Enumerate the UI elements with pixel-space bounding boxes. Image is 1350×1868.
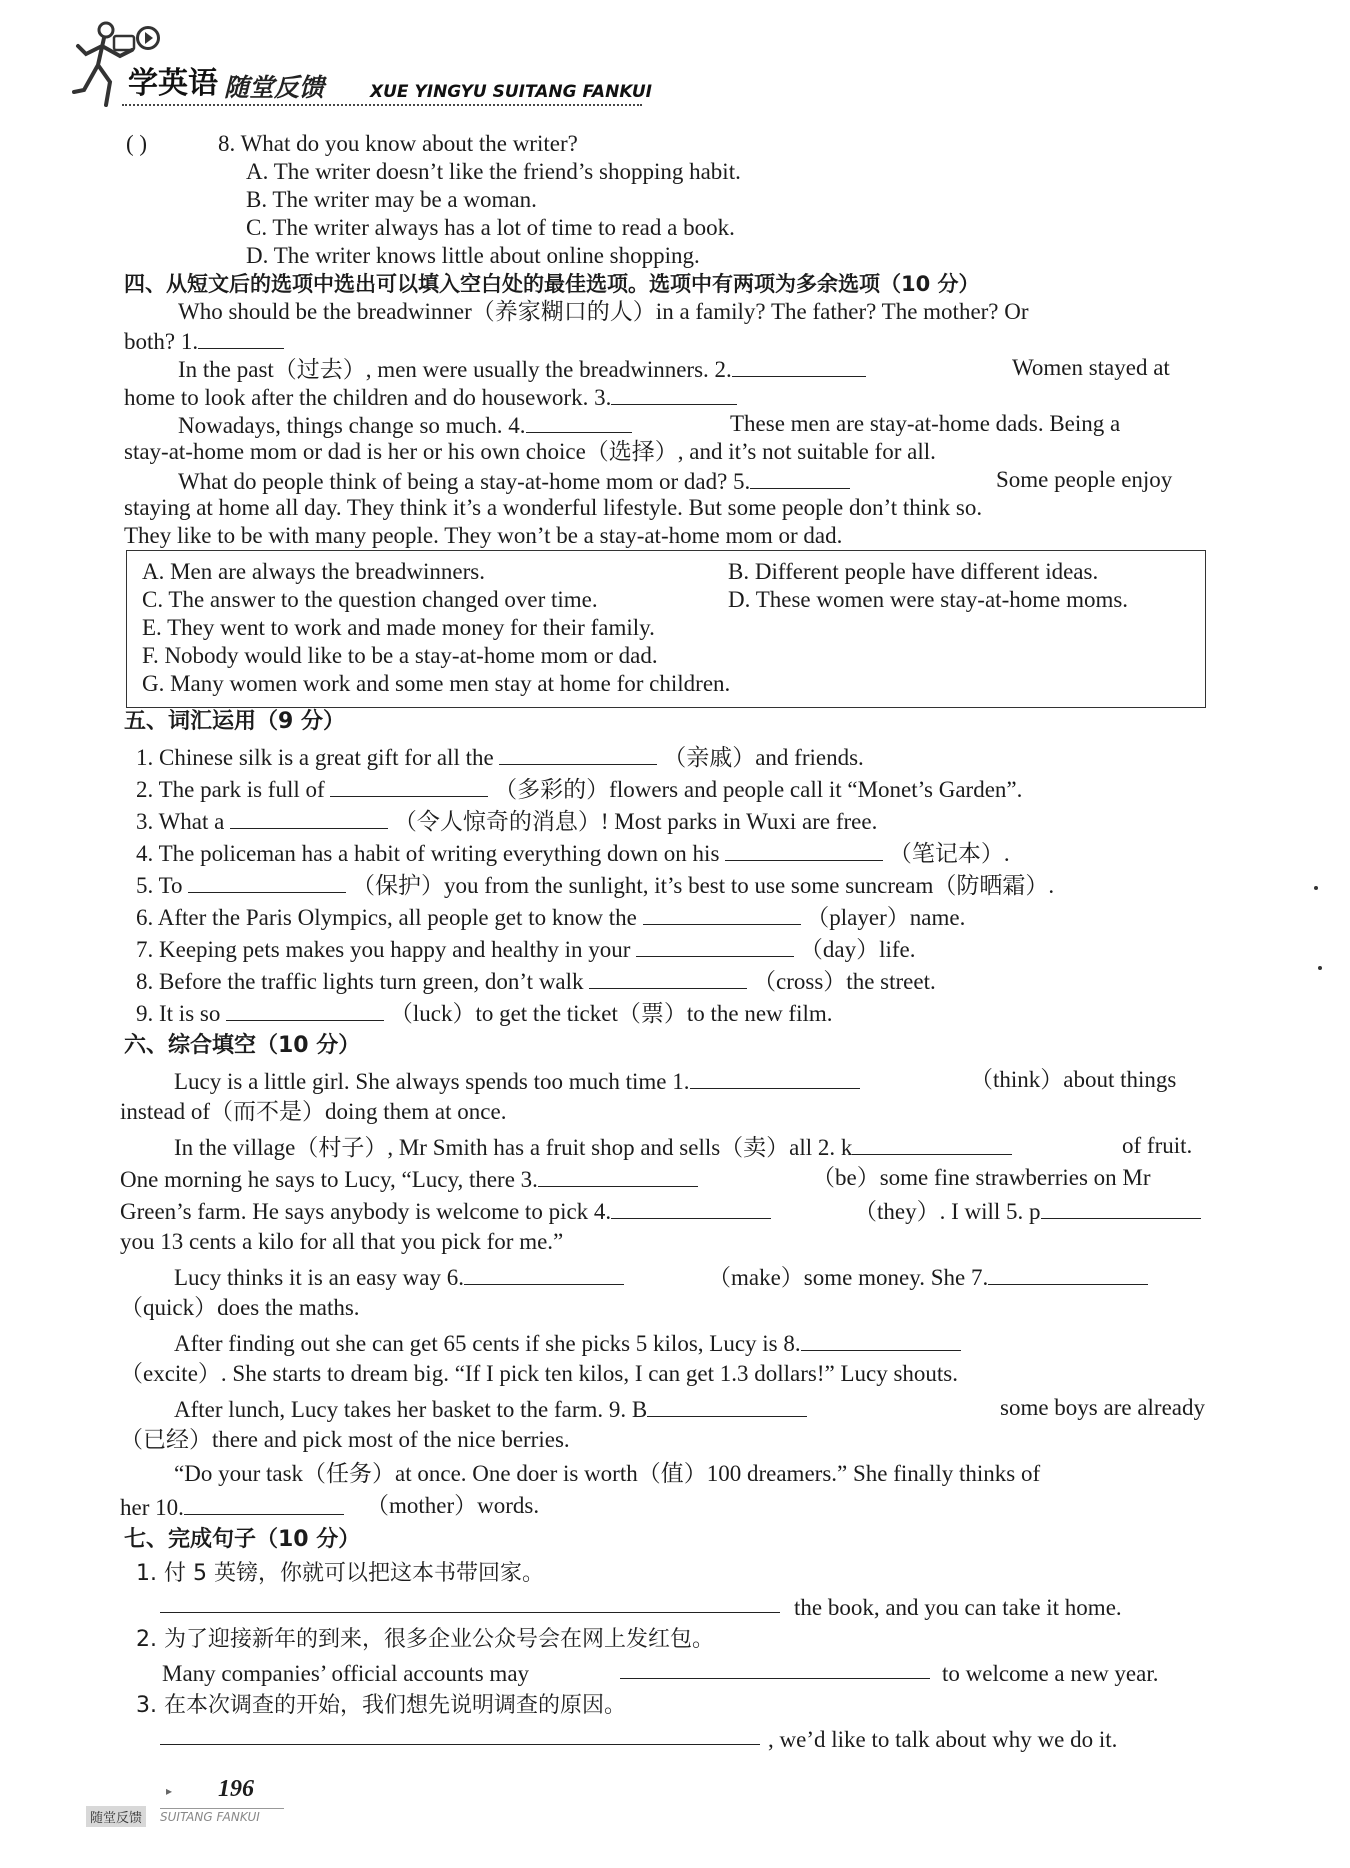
play-icon	[136, 26, 160, 50]
blank-5[interactable]	[1041, 1196, 1201, 1219]
sentence-en: to welcome a new year.	[942, 1661, 1159, 1686]
blank-2[interactable]	[852, 1132, 1012, 1155]
blank-9[interactable]	[647, 1394, 807, 1417]
cloze-line: In the village（村子）, Mr Smith has a fruit shop and sells（卖）all 2. k	[174, 1132, 1012, 1162]
margin-dot	[1314, 886, 1318, 890]
sentence-cn: 2. 为了迎接新年的到来，很多企业公众号会在网上发红包。	[136, 1627, 714, 1652]
sentence-en: the book, and you can take it home.	[794, 1595, 1122, 1620]
cloze-line: （quick）does the maths.	[120, 1295, 360, 1320]
option-c: C. The writer always has a lot of time to read a book.	[246, 215, 735, 240]
blank-9[interactable]	[226, 998, 384, 1021]
blank-7[interactable]	[636, 934, 794, 957]
option-a: A. Men are always the breadwinners.	[142, 559, 485, 584]
cloze-line: （think）about things	[970, 1067, 1177, 1092]
option-d: D. The writer knows little about online shopping.	[246, 243, 700, 268]
cloze-line: Lucy is a little girl. She always spends too much time 1.	[174, 1066, 860, 1096]
blank-5[interactable]	[188, 870, 346, 893]
vocab-item: 7. Keeping pets makes you happy and healthy in your （day）life.	[136, 934, 916, 964]
cloze-line: One morning he says to Lucy, “Lucy, there 3.	[120, 1164, 698, 1194]
passage-line: Women stayed at	[1012, 355, 1170, 380]
section-title: 六、综合填空（10 分）	[124, 1033, 361, 1058]
blank-1[interactable]	[198, 326, 284, 349]
footer-tag-cn: 随堂反馈	[86, 1806, 146, 1827]
option-d: D. These women were stay-at-home moms.	[728, 587, 1129, 612]
question-stem: 8. What do you know about the writer?	[218, 131, 578, 156]
section-title: 七、完成句子（10 分）	[124, 1527, 361, 1552]
blank-4[interactable]	[725, 838, 883, 861]
sentence-en: Many companies’ official accounts may	[162, 1661, 530, 1686]
section-title: 五、词汇运用（9 分）	[124, 709, 345, 734]
sentence-cn: 3. 在本次调查的开始，我们想先说明调查的原因。	[136, 1693, 626, 1718]
blank-1[interactable]	[690, 1066, 860, 1089]
cloze-line: （excite）. She starts to dream big. “If I pick ten kilos, I can get 1.3 dollars!” Lucy shouts.	[120, 1361, 959, 1386]
cloze-line: instead of（而不是）doing them at once.	[120, 1099, 507, 1124]
option-g: G. Many women work and some men stay at home for children.	[142, 671, 731, 696]
blank-6[interactable]	[643, 902, 801, 925]
passage-line: In the past（过去）, men were usually the breadwinners. 2.	[178, 354, 866, 384]
option-e: E. They went to work and made money for their family.	[142, 615, 655, 640]
option-b: B. Different people have different ideas.	[728, 559, 1099, 584]
vocab-item: 1. Chinese silk is a great gift for all the （亲戚）and friends.	[136, 742, 864, 772]
brand-subtitle: 随堂反馈	[224, 73, 325, 102]
option-f: F. Nobody would like to be a stay-at-home mom or dad.	[142, 643, 658, 668]
blank-5[interactable]	[750, 466, 850, 489]
option-a: A. The writer doesn’t like the friend’s shopping habit.	[246, 159, 741, 184]
blank-6[interactable]	[464, 1262, 624, 1285]
vocab-item: 4. The policeman has a habit of writing everything down on his （笔记本）.	[136, 838, 1010, 868]
cloze-line: （they）. I will 5. p	[854, 1196, 1201, 1226]
cloze-line: After finding out she can get 65 cents if she picks 5 kilos, Lucy is 8.	[174, 1328, 961, 1358]
passage-line: staying at home all day. They think it’s a wonderful lifestyle. But some people don’t think so.	[124, 495, 983, 520]
passage-line: What do people think of being a stay-at-home mom or dad? 5.	[178, 466, 850, 496]
blank-3[interactable]	[538, 1164, 698, 1187]
blank-10[interactable]	[184, 1492, 344, 1515]
vocab-item: 6. After the Paris Olympics, all people get to know the （player）name.	[136, 902, 965, 932]
blank-3[interactable]	[611, 382, 737, 405]
passage-line: They like to be with many people. They won’t be a stay-at-home mom or dad.	[124, 523, 843, 548]
blank-3[interactable]	[230, 806, 388, 829]
answer-line-1[interactable]	[160, 1590, 780, 1613]
answer-paren: ( )	[126, 131, 148, 156]
passage-line: Who should be the breadwinner（养家糊口的人）in a family? The father? The mother? Or	[178, 299, 1029, 324]
brand-pinyin: XUE YINGYU SUITANG FANKUI	[370, 82, 653, 102]
cloze-line: her 10.	[120, 1492, 344, 1522]
cloze-line: （be）some fine strawberries on Mr	[812, 1165, 1151, 1190]
vocab-item: 3. What a （令人惊奇的消息）! Most parks in Wuxi are free.	[136, 806, 877, 836]
cloze-line: Lucy thinks it is an easy way 6.	[174, 1262, 624, 1292]
footer-rule	[160, 1808, 284, 1809]
cloze-line: of fruit.	[1122, 1133, 1193, 1158]
sentence-cn: 1. 付 5 英镑，你就可以把这本书带回家。	[136, 1561, 544, 1586]
blank-1[interactable]	[499, 742, 657, 765]
cloze-line: （已经）there and pick most of the nice berries.	[120, 1427, 570, 1452]
passage-line: home to look after the children and do housework. 3.	[124, 382, 737, 412]
passage-line: These men are stay-at-home dads. Being a	[730, 411, 1121, 436]
page-number: 196	[218, 1776, 254, 1802]
option-b: B. The writer may be a woman.	[246, 187, 537, 212]
cloze-line: you 13 cents a kilo for all that you pick for me.”	[120, 1229, 564, 1254]
blank-2[interactable]	[732, 354, 866, 377]
header-rule	[122, 104, 642, 106]
blank-4[interactable]	[526, 410, 632, 433]
margin-dot	[1318, 966, 1322, 970]
cloze-line: （make）some money. She 7.	[708, 1262, 1148, 1292]
passage-line: Some people enjoy	[996, 467, 1173, 492]
brand-title: 学英语	[128, 66, 218, 101]
blank-8[interactable]	[589, 966, 747, 989]
passage-line: stay-at-home mom or dad is her or his own choice（选择）, and it’s not suitable for all.	[124, 439, 936, 464]
answer-line-2[interactable]	[620, 1656, 930, 1679]
section-title: 四、从短文后的选项中选出可以填入空白处的最佳选项。选项中有两项为多余选项（10 分）	[124, 272, 980, 296]
vocab-item: 5. To （保护）you from the sunlight, it’s best to use some suncream（防晒霜）.	[136, 870, 1054, 900]
sentence-en: , we’d like to talk about why we do it.	[768, 1727, 1118, 1752]
answer-line-3[interactable]	[160, 1722, 760, 1745]
passage-line: Nowadays, things change so much. 4.	[178, 410, 632, 440]
blank-4[interactable]	[611, 1196, 771, 1219]
vocab-item: 9. It is so （luck）to get the ticket（票）to the new film.	[136, 998, 833, 1028]
vocab-item: 8. Before the traffic lights turn green, don’t walk （cross）the street.	[136, 966, 936, 996]
cloze-line: “Do your task（任务）at once. One doer is worth（值）100 dreamers.” She finally thinks of	[174, 1461, 1041, 1486]
cloze-line: After lunch, Lucy takes her basket to the farm. 9. B	[174, 1394, 807, 1424]
cloze-line: Green’s farm. He says anybody is welcome to pick 4.	[120, 1196, 771, 1226]
blank-2[interactable]	[330, 774, 488, 797]
blank-8[interactable]	[801, 1328, 961, 1351]
cloze-line: （mother）words.	[366, 1493, 540, 1518]
option-c: C. The answer to the question changed over time.	[142, 587, 598, 612]
footer-tag-en: SUITANG FANKUI	[160, 1810, 260, 1824]
cloze-line: some boys are already	[1000, 1395, 1206, 1420]
blank-7[interactable]	[988, 1262, 1148, 1285]
arrow-icon: ▸	[166, 1784, 173, 1798]
passage-line: both? 1.	[124, 326, 284, 356]
vocab-item: 2. The park is full of （多彩的）flowers and people call it “Monet’s Garden”.	[136, 774, 1022, 804]
